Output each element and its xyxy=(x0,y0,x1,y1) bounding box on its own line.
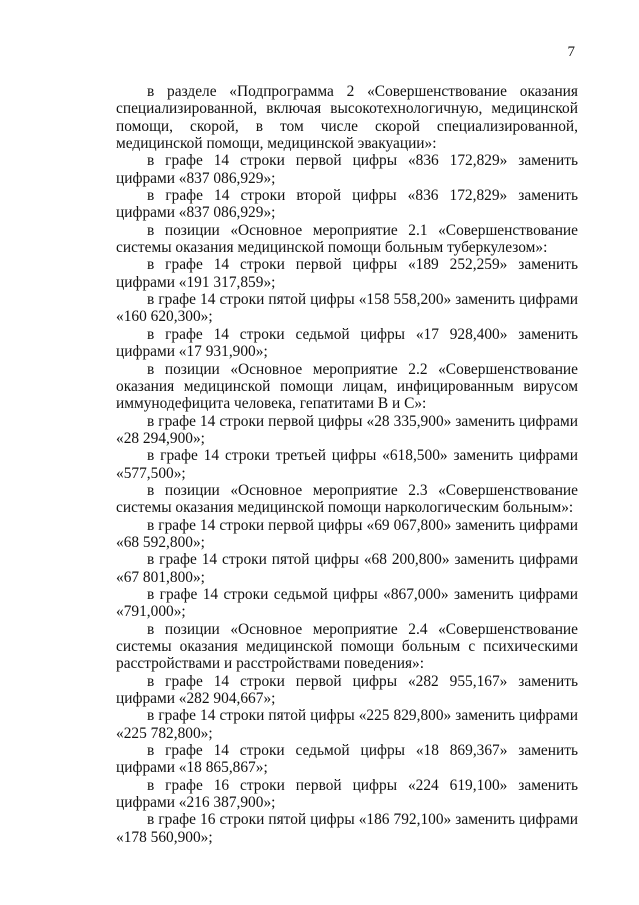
paragraph: в графе 14 строки седьмой цифры «867,000» заменить цифрами «791,000»; xyxy=(116,585,578,621)
paragraph: в графе 14 строки пятой цифры «68 200,800» заменить цифрами «67 801,800»; xyxy=(116,551,578,586)
paragraph: в позиции «Основное мероприятие 2.1 «Совершенствование системы оказания медицинской помощи больным туберкулезом»: xyxy=(116,221,578,257)
paragraph: в графе 14 строки первой цифры «282 955,167» заменить цифрами «282 904,667»; xyxy=(116,672,578,708)
paragraph: в графе 14 строки третьей цифры «618,500» заменить цифрами «577,500»; xyxy=(116,447,578,482)
paragraph: в графе 14 строки пятой цифры «158 558,200» заменить цифрами «160 620,300»; xyxy=(116,291,578,326)
paragraph: в разделе «Подпрограмма 2 «Совершенствование оказания специализированной, включая высокотехнологичную, медицинской помощи, скорой, в том числе скорой специализированной, медицинской помощи, медицинской эвакуации»: xyxy=(116,83,578,153)
page-number: 7 xyxy=(567,44,575,60)
paragraph: в графе 14 строки пятой цифры «225 829,800» заменить цифрами «225 782,800»; xyxy=(116,707,578,742)
paragraph: в позиции «Основное мероприятие 2.4 «Совершенствование системы оказания медицинской помощи больным с психическими расстройствами и расстройствами поведения»: xyxy=(116,620,578,673)
paragraph: в графе 14 строки седьмой цифры «18 869,367» заменить цифрами «18 865,867»; xyxy=(116,742,578,777)
paragraph: в графе 14 строки первой цифры «69 067,800» заменить цифрами «68 592,800»; xyxy=(116,516,578,551)
paragraph: в графе 14 строки седьмой цифры «17 928,400» заменить цифрами «17 931,900»; xyxy=(116,325,578,361)
document-body xyxy=(116,83,578,846)
paragraph: в графе 14 строки второй цифры «836 172,829» заменить цифрами «837 086,929»; xyxy=(116,187,578,222)
paragraph: в графе 16 строки первой цифры «224 619,100» заменить цифрами «216 387,900»; xyxy=(116,776,578,812)
paragraph: в графе 14 строки первой цифры «836 172,829» заменить цифрами «837 086,929»; xyxy=(116,152,578,187)
paragraph: в графе 14 строки первой цифры «189 252,259» заменить цифрами «191 317,859»; xyxy=(116,256,578,291)
paragraph: в графе 14 строки первой цифры «28 335,900» заменить цифрами «28 294,900»; xyxy=(116,412,578,447)
paragraph: в позиции «Основное мероприятие 2.3 «Совершенствование системы оказания медицинской помощи наркологическим больным»: xyxy=(116,481,578,517)
paragraph: в позиции «Основное мероприятие 2.2 «Совершенствование оказания медицинской помощи лицам, инфицированным вирусом иммунодефицита человека, гепатитами B и C»: xyxy=(116,360,578,413)
paragraph: в графе 16 строки пятой цифры «186 792,100» заменить цифрами «178 560,900»; xyxy=(116,811,578,846)
